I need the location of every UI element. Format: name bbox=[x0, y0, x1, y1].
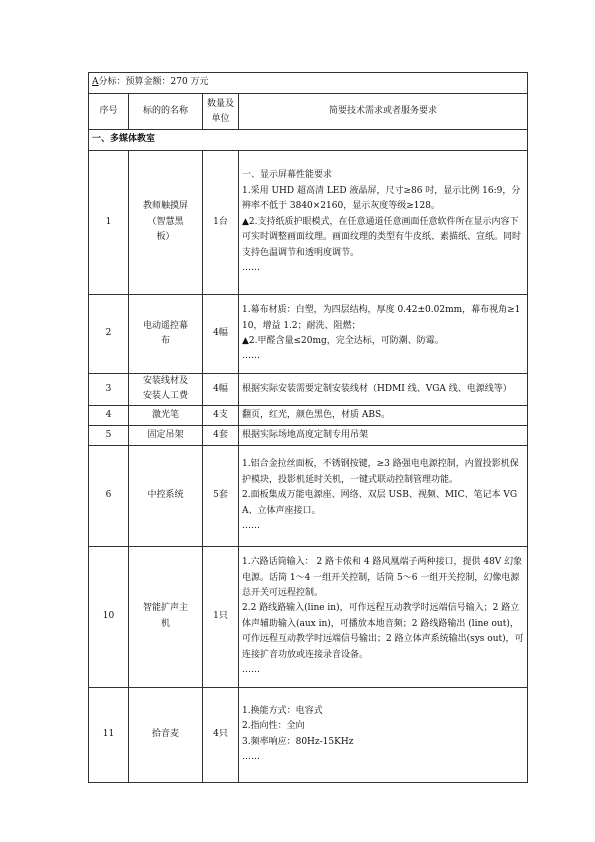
requirement-line: 2.面板集成万能电源座、网络、双层 USB、视频、MIC、笔记本 VGA、立体声座接口。 bbox=[242, 490, 518, 516]
header-qty-line-2: 单位 bbox=[211, 113, 230, 124]
row-number: 10 bbox=[89, 546, 129, 687]
row-number: 6 bbox=[89, 445, 129, 546]
lot-caption bbox=[89, 73, 528, 94]
requirement-line: …… bbox=[242, 263, 260, 274]
header-no: 序号 bbox=[89, 94, 129, 130]
row-number: 2 bbox=[89, 295, 129, 374]
header-requirements: 简要技术需求或者服务要求 bbox=[239, 94, 528, 130]
requirement-line: ▲2.甲醛含量≤20mg，完全达标，可防潮、防霉。 bbox=[242, 336, 444, 346]
requirement-line: …… bbox=[242, 752, 260, 763]
header-qty-line-1: 数量及 bbox=[206, 99, 234, 110]
requirement-line: ▲2.支持纸质护眼模式，在任意通道任意画面任意软件所在显示内容下可实时调整画面纹理。画面纹理的类型有牛皮纸、素描纸、宣纸。同时支持色温调节和透明度调节。 bbox=[242, 216, 522, 258]
item-name-line: 机 bbox=[160, 618, 170, 629]
table-row bbox=[89, 687, 528, 782]
table-row bbox=[89, 295, 528, 374]
row-number: 11 bbox=[89, 687, 129, 782]
item-requirements bbox=[239, 405, 528, 425]
item-quantity: 4套 bbox=[203, 425, 239, 445]
item-quantity: 4只 bbox=[203, 687, 239, 782]
item-name bbox=[129, 374, 203, 406]
item-quantity: 1台 bbox=[203, 151, 239, 295]
table-row bbox=[89, 425, 528, 445]
row-number: 4 bbox=[89, 405, 129, 425]
requirement-line: 1.幕布材质：白塑，为四层结构，厚度 0.42±0.02mm，幕布视角≥110，增益 1.2；耐洗、阻燃； bbox=[242, 305, 521, 331]
requirement-line: 2.指向性：全向 bbox=[242, 721, 305, 732]
item-name-line: 电动遥控幕 bbox=[142, 320, 188, 331]
item-quantity: 5套 bbox=[203, 445, 239, 546]
row-number: 5 bbox=[89, 425, 129, 445]
row-number: 3 bbox=[89, 374, 129, 406]
item-requirements bbox=[239, 151, 528, 295]
requirement-line: 1.铝合金拉丝面板，不锈钢按键，≥3 路强电电源控制，内置投影机保护模块，投影机延时关机，一键式联动控制管理功能。 bbox=[242, 459, 519, 485]
requirement-line: 根据实际场地高度定制专用吊架 bbox=[242, 429, 369, 440]
item-name-line: 智能扩声主 bbox=[142, 603, 188, 614]
item-quantity: 4幅 bbox=[203, 374, 239, 406]
requirement-line: 一、显示屏幕性能要求 bbox=[242, 170, 333, 181]
header-qty-unit bbox=[203, 94, 239, 130]
item-name-line: 教师触摸屏 bbox=[142, 201, 188, 212]
item-requirements bbox=[239, 425, 528, 445]
item-quantity: 1只 bbox=[203, 546, 239, 687]
item-requirements bbox=[239, 546, 528, 687]
item-requirements bbox=[239, 374, 528, 406]
table-row bbox=[89, 374, 528, 406]
item-name-line: （智慧黑 bbox=[147, 216, 184, 227]
section-title: 一、多媒体教室 bbox=[89, 130, 528, 151]
requirement-line: …… bbox=[242, 521, 260, 532]
item-name bbox=[129, 405, 203, 425]
item-name-line: 板） bbox=[156, 232, 175, 243]
item-requirements bbox=[239, 687, 528, 782]
table-row bbox=[89, 546, 528, 687]
item-name-line: 拾音麦 bbox=[151, 729, 179, 740]
item-name bbox=[129, 425, 203, 445]
requirement-line: 1.采用 UHD 超高清 LED 液晶屏，尺寸≥86 吋，显示比例 16:9，分辨率不低于 3840×2160，显示灰度等级≥128。 bbox=[242, 185, 521, 212]
requirement-line: 1.六路话筒输入： 2 路卡侬和 4 路风凰端子两种接口，提供 48V 幻象电源。话筒 1～4 一组开关控制，话筒 5～6 一组开关控制，幻像电源总开关可远程控制。 bbox=[242, 557, 523, 598]
item-quantity: 4幅 bbox=[203, 295, 239, 374]
item-name bbox=[129, 295, 203, 374]
requirement-line: …… bbox=[242, 351, 260, 362]
table-row bbox=[89, 445, 528, 546]
item-name-line: 安装线材及 bbox=[142, 376, 188, 386]
requirement-line: 2.2 路线路输入(line in)，可作远程互动教学时远端信号输入；2 路立体声辅助输入(aux in)，可播放本地音频；2 路线路输出 (line out)，可作远程互动教学时远端信号输出；2 路立体声系统输出(sys out)，可连接扩音功放或连接录音设备。 bbox=[242, 603, 524, 660]
requirement-line: 根据实际安装需要定制安装线材（HDMI 线、VGA 线、电源线等） bbox=[242, 383, 512, 394]
requirement-line: 1.换能方式：电容式 bbox=[242, 706, 323, 716]
item-requirements bbox=[239, 445, 528, 546]
item-quantity: 4支 bbox=[203, 405, 239, 425]
requirement-line: 3.频率响应：80Hz-15KHz bbox=[242, 736, 354, 747]
lot-caption-row bbox=[89, 73, 528, 94]
item-name-line: 中控系统 bbox=[147, 490, 184, 501]
header-name: 标的的名称 bbox=[129, 94, 203, 130]
item-name bbox=[129, 546, 203, 687]
requirement-line: 翻页，红光，颜色黑色，材质 ABS。 bbox=[242, 409, 391, 420]
item-name-line: 固定吊架 bbox=[147, 429, 184, 440]
item-name bbox=[129, 687, 203, 782]
item-name-line: 布 bbox=[160, 336, 170, 346]
requirement-line: …… bbox=[242, 665, 260, 676]
item-name-line: 安装人工费 bbox=[142, 391, 188, 402]
lot-letter: A bbox=[92, 77, 99, 88]
item-name-line: 激光笔 bbox=[151, 409, 179, 420]
item-name bbox=[129, 445, 203, 546]
section-row bbox=[89, 130, 528, 151]
header-row bbox=[89, 94, 528, 130]
table-row bbox=[89, 151, 528, 295]
table-body bbox=[89, 73, 528, 783]
procurement-table bbox=[88, 72, 528, 783]
row-number: 1 bbox=[89, 151, 129, 295]
table-row bbox=[89, 405, 528, 425]
item-requirements bbox=[239, 295, 528, 374]
lot-budget: 分标：预算金额：270 万元 bbox=[98, 77, 209, 88]
item-name bbox=[129, 151, 203, 295]
